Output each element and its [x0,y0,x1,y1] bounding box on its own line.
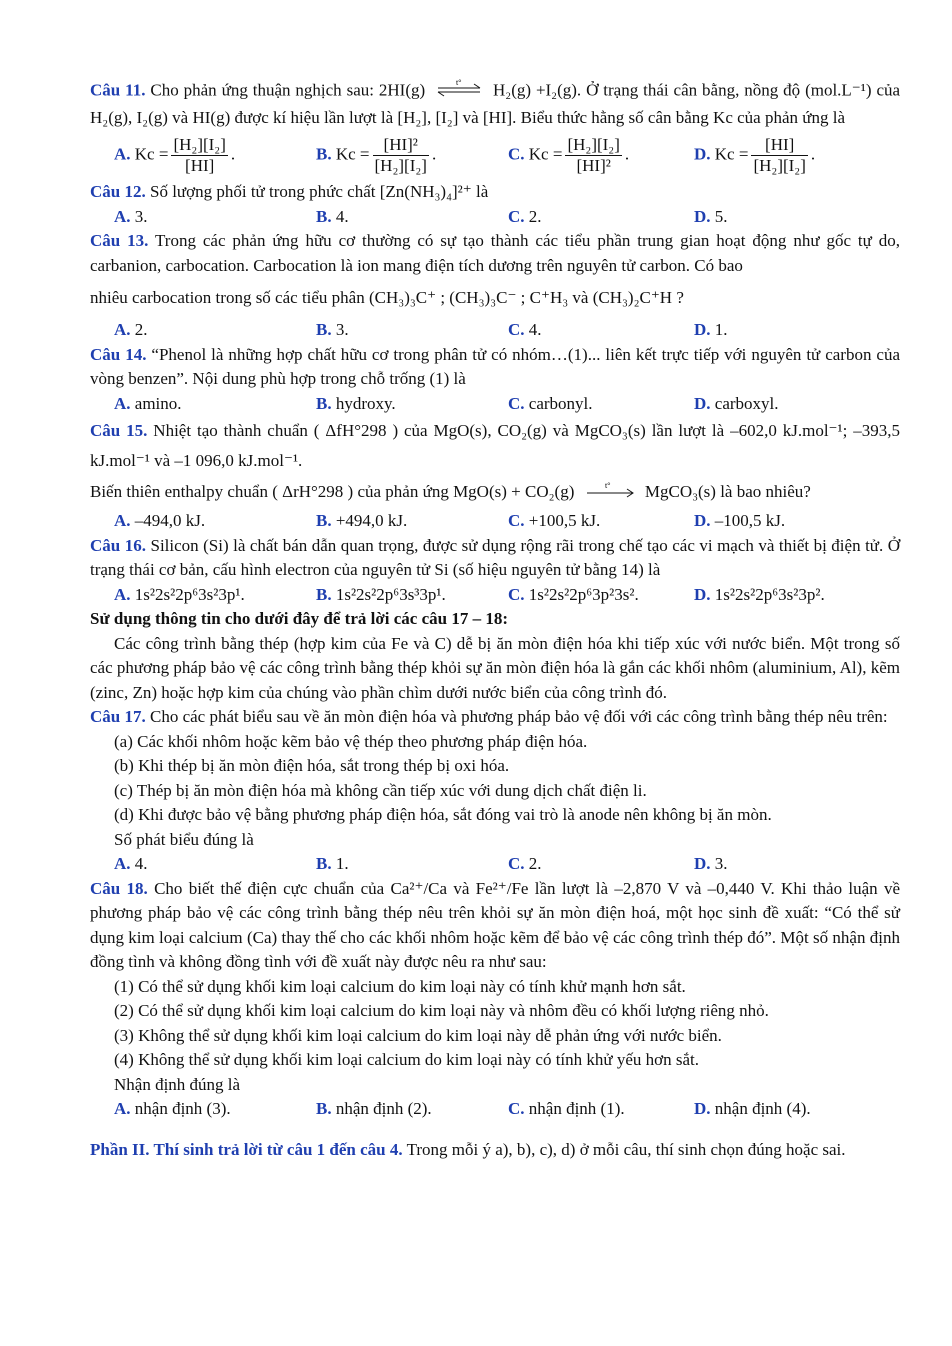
fraction: $\frac{\text{[H₂][I₂]}}{\text{[HI]²}}$ [567,134,620,175]
option-a[interactable]: A. 2. [114,320,148,339]
statement: (c) Thép bị ăn mòn điện hóa mà không cần tiếp xúc với dung dịch chất điện li. [114,780,647,800]
option-a[interactable]: A. nhận định (3). [114,1099,231,1119]
shared-info-heading: Sử dụng thông tin cho dưới đây để trả lời các câu 17 – 18: [90,609,508,629]
option-c[interactable]: C. 4. [508,320,542,339]
question-13-species-line: nhiêu carbocation trong số các tiểu phân (CH₃)₃C⁺ ; (CH₃)₃C⁻ ; C⁺H₃ và (CH₃)₂C⁺H ? [90,288,684,307]
equilibrium-arrow-icon [436,78,482,106]
question-16: Câu 16. Silicon (Si) là chất bán dẫn quan trọng, được sử dụng rộng rãi trong chế tạo các vi mạch và thiết bị điện tử. Ở trạng thái cơ bản, cấu hình electron của nguyên tử Si (số hiệu nguyên tử bằng 14) là [90,535,901,580]
question-15: Câu 15. Nhiệt tạo thành chuẩn ( ΔfH°298 ) của MgO(s), CO₂(g) và MgCO₃(s) lần lượt là –602,0 kJ.mol⁻¹; –393,5 kJ.mol⁻¹ và –1 096,0 kJ.mol⁻¹. [90,421,901,470]
options-q12 [90,205,900,230]
options-q18 [90,1097,900,1122]
option-d[interactable]: D. –100,5 kJ. [694,511,786,531]
part-2-text: Trong mỗi ý a), b), c), d) ở mỗi câu, thí sinh chọn đúng hoặc sai. [402,1139,846,1159]
question-11 [90,78,900,130]
option-c[interactable]: C. 2. [508,206,542,226]
options-q14 [90,392,900,417]
option-b[interactable]: B. 1s²2s²2p⁶3s³3p¹. [316,584,446,604]
option-c[interactable]: C. carbonyl. [508,393,593,413]
exam-page [90,78,900,1162]
question-12: Câu 12. Số lượng phối tử trong phức chất [Zn(NH₃)₄]²⁺ là [90,182,489,201]
question-ask: Nhận định đúng là [114,1074,241,1094]
arrow-label: t° [604,482,611,491]
option-a[interactable]: A. –494,0 kJ. [114,511,206,531]
options-q15 [90,509,900,534]
part-2-instructions [90,1138,900,1163]
option-d[interactable]: D. 1. [694,320,728,339]
option-b[interactable]: B. 1. [316,854,349,874]
statement: (d) Khi được bảo vệ bằng phương pháp điện hóa, sắt đóng vai trò là anode nên không bị ăn mòn. [114,805,772,825]
option-b[interactable]: B. 3. [316,320,349,339]
option-b[interactable]: B. +494,0 kJ. [316,511,408,531]
statement: (2) Có thể sử dụng khối kim loại calcium do kim loại này và nhôm đều có khối lượng riêng nhỏ. [114,1001,769,1021]
option-d[interactable]: D. Kc = $\frac{[HI]}{\text{[H₂][I₂]}}$ . [694,134,816,175]
question-15-reaction: Biến thiên enthalpy chuẩn ( ΔrH°298 ) của phản ứng MgO(s) + CO₂(g) t° MgCO₃(s) là bao nhiêu? [90,476,900,509]
option-c[interactable]: C. nhận định (1). [508,1099,625,1119]
options-q11 [90,130,900,180]
option-c[interactable]: C. +100,5 kJ. [508,511,601,531]
option-c[interactable]: C. 2. [508,854,542,874]
statement: (1) Có thể sử dụng khối kim loại calcium do kim loại này có tính khử mạnh hơn sắt. [114,976,686,996]
question-13: Câu 13. Trong các phản ứng hữu cơ thường có sự tạo thành các tiểu phần trung gian hoạt động như gốc tự do, carbanion, carbocation. Carbocation là ion mang điện tích dương trên nguyên tử carbon. Có bao [90,231,900,275]
option-b[interactable]: B. hydroxy. [316,393,396,413]
option-d[interactable]: D. nhận định (4). [694,1099,811,1119]
options-q16 [90,583,900,608]
question-17: Câu 17. Cho các phát biểu sau về ăn mòn điện hóa và phương pháp bảo vệ đối với các công trình bằng thép nêu trên: [90,707,888,727]
option-a[interactable]: A. 1s²2s²2p⁶3s²3p¹. [114,584,245,604]
option-d[interactable]: D. 5. [694,206,728,226]
option-c[interactable]: C. Kc = $\frac{\text{[H₂][I₂]}}{\text{[HI]²}}$ . [508,134,630,175]
option-d[interactable]: D. 3. [694,854,728,874]
fraction: $\frac{\text{[HI]²}}{\text{[H₂][I₂]}}$ [374,134,427,175]
arrow-label: t° [456,78,462,87]
statement: (a) Các khối nhôm hoặc kẽm bảo vệ thép theo phương pháp điện hóa. [114,731,588,751]
option-c[interactable]: C. 1s²2s²2p⁶3p²3s². [508,584,639,604]
statement: (4) Không thể sử dụng khối kim loại calcium do kim loại này có tính khử yếu hơn sắt. [114,1050,700,1070]
option-d[interactable]: D. 1s²2s²2p⁶3s²3p². [694,584,825,604]
option-a[interactable]: A. Kc = $\frac{\text{[H₂][I₂]}}{[HI]}$ . [114,134,236,175]
reaction-arrow-icon [585,477,635,509]
statement: (3) Không thể sử dụng khối kim loại calcium do kim loại này dễ phản ứng với nước biển. [114,1025,722,1045]
question-18: Câu 18. Cho biết thế điện cực chuẩn của Ca²⁺/Ca và Fe²⁺/Fe lần lượt là –2,870 V và –0,440 V. Khi thảo luận về phương pháp bảo vệ các công trình bằng thép nêu trên khỏi sự ăn mòn điện hoá, một học sinh đề xuất: “Có thể sử dụng kim loại calcium (Ca) thay thế cho các khối nhôm hoặc kẽm để bảo vệ các công trình thép đó”. Một số nhận định đồng tình và không đồng tình với đề xuất này được nêu ra như sau: [90,878,901,972]
fraction: $\frac{\text{[H₂][I₂]}}{[HI]}$ [173,134,226,175]
option-a[interactable]: A. 3. [114,206,148,226]
question-text-cont: H₂(g) +I₂(g). Ở trạng thái cân bằng, nồng độ (mol.L⁻¹) của H₂(g), I₂(g) và HI(g) được kí hiệu lần lượt là [H₂], [I₂] và [HI]. Biểu thức hằng số cân bằng Kc của phản ứng là [90,80,901,127]
question-text: Cho phản ứng thuận nghịch sau: 2HI(g) [150,80,426,100]
question-14: Câu 14. “Phenol là những hợp chất hữu cơ trong phân tử có nhóm…(1)... liên kết trực tiếp với nguyên tử carbon của vòng benzen”. Nội dung phù hợp trong chỗ trống (1) là [90,344,901,388]
option-a[interactable]: A. amino. [114,393,182,413]
options-q17 [90,852,900,877]
option-b[interactable]: B. Kc = $\frac{\text{[HI]²}}{\text{[H₂][I₂]}}$ . [316,134,437,175]
shared-info-text: Các công trình bằng thép (hợp kim của Fe và C) dễ bị ăn mòn điện hóa khi tiếp xúc với nước biển. Một trong số các phương pháp bảo vệ các công trình bằng thép khỏi sự ăn mòn điện hóa là gắn các khối nhôm (aluminium, Al), kẽm (zinc, Zn) hoặc hợp kim của chúng vào phần chìm dưới nước biển của công trình đó. [90,633,900,702]
question-label: Câu 11. [90,80,146,100]
option-d[interactable]: D. carboxyl. [694,393,779,413]
option-b[interactable]: B. nhận định (2). [316,1099,432,1119]
option-b[interactable]: B. 4. [316,206,349,226]
option-a[interactable]: A. 4. [114,854,148,874]
options-q13 [90,318,900,343]
statement: (b) Khi thép bị ăn mòn điện hóa, sắt trong thép bị oxi hóa. [114,756,510,776]
part-2-heading: Phần II. Thí sinh trả lời từ câu 1 đến câu 4. [90,1139,403,1159]
fraction: $\frac{[HI]}{\text{[H₂][I₂]}}$ [753,134,806,175]
species-list: (CH₃)₃C⁺ ; (CH₃)₃C⁻ ; C⁺H₃ và (CH₃)₂C⁺H ? [368,288,684,307]
question-ask: Số phát biểu đúng là [114,829,254,849]
